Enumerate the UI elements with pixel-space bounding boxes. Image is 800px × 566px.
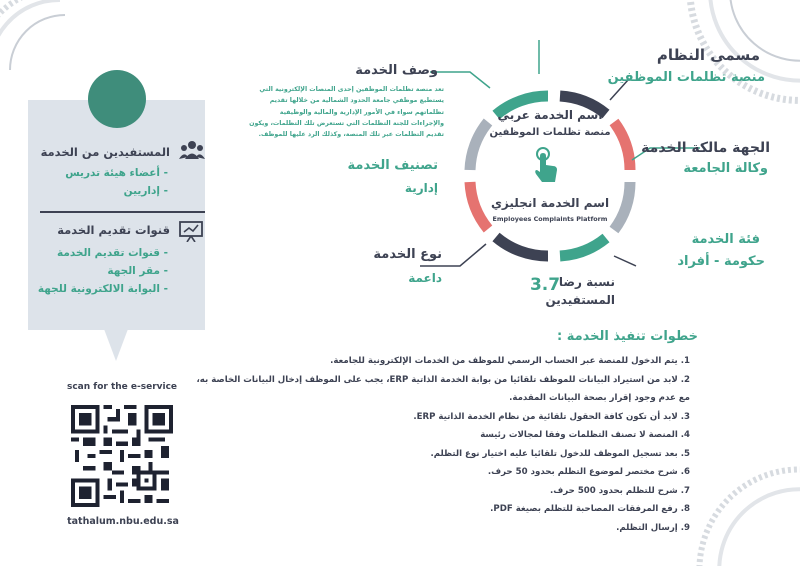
category-label: فئة الخدمة — [691, 232, 760, 247]
step-item: 1. يتم الدخول للمنصة عبر الحساب الرسمي للموظف من الخدمات الإلكترونية للجامعة. — [330, 356, 690, 366]
step-item: 3. لابد أن تكون كافة الحقول تلقائية من نظام الخدمة الذاتية ERP. — [413, 411, 690, 422]
step-item: 8. رفع المرفقات المصاحبة للتظلم بصيغة PDF. — [490, 504, 690, 514]
step-item: 7. شرح للتظلم بحدود 500 حرف. — [550, 485, 690, 496]
description-label: وصف الخدمة — [355, 63, 438, 78]
hand-tap-icon — [533, 146, 561, 186]
step-item: 5. بعد تسجيل الموظف للدخول تلقائيا عليه اختيار نوع التظلم. — [430, 448, 690, 459]
ring-segment-dark — [496, 237, 548, 256]
avatar — [88, 70, 146, 128]
steps-list — [130, 352, 690, 537]
owner-label: الجهة مالكة الخدمة — [641, 140, 770, 156]
owner-value: وكالة الجامعة — [683, 161, 768, 176]
category-value: حكومة - أفراد — [677, 254, 765, 269]
system-value: منصة تظلمات الموظفين — [607, 70, 765, 85]
step-item: 6. شرح مختصر لموضوع التظلم بحدود 50 حرف. — [487, 467, 690, 477]
step-item: 4. المنصة لا تصنف التظلمات وفقا لمجالات رئيسة — [480, 430, 690, 440]
service-type-value: داعمة — [408, 271, 442, 285]
satisfaction-label: المستفيدين — [545, 293, 615, 307]
service-name-ar: منصة تظلمات الموظفين — [489, 127, 611, 138]
info-panel-pointer — [104, 329, 128, 361]
beneficiary-item: - أعضاء هيئة تدريس — [65, 167, 168, 179]
classification-value: إدارية — [404, 181, 438, 195]
service-type-label: نوع الخدمة — [373, 247, 442, 262]
satisfaction-value: 3.7 — [529, 275, 561, 295]
panel-divider — [40, 211, 205, 213]
classification-label: تصنيف الخدمة — [347, 158, 438, 173]
description-text: تعد منصة تظلمات الموظفين إحدى المنصات الإلكترونية التي يستطيع موظفي جامعة الحدود الشمالية من خلالها تقديم تظلماتهم سواء في الأمور الإدارية والمالية والوظيفية والإجراءات للجنة التظلمات التي تستعرض تلك التظلمات، ويكون تقديم التظلمات عبر تلك المنصة، وكذلك الرد عليها للموظف. — [249, 86, 444, 139]
channel-item: - قنوات تقديم الخدمة — [56, 247, 168, 259]
presentation-board-icon — [179, 220, 203, 242]
service-url[interactable]: tathalum.nbu.edu.sa — [67, 516, 179, 527]
service-name-en: Employees Complaints Platform — [492, 215, 608, 223]
people-icon — [179, 140, 205, 160]
step-item: مع عدم وجود إقرار بصحة البيانات المقدمة. — [509, 393, 690, 403]
service-name-ar-label: اسم الخدمة عربي — [497, 108, 603, 122]
service-name-en-label: اسم الخدمة انجليزي — [490, 196, 610, 210]
channel-item: - البوابة الالكترونية للجهة — [37, 283, 168, 295]
scan-label: scan for the e-service — [66, 382, 178, 392]
beneficiary-item: - إداريين — [123, 185, 168, 197]
decorative-rings-bottom-right — [680, 460, 800, 566]
satisfaction-label: نسبة رضا — [558, 275, 615, 289]
steps-title: خطوات تنفيذ الخدمة : — [557, 329, 698, 344]
system-label: مسمى النظام — [656, 46, 760, 64]
ring-segment-green — [560, 238, 606, 256]
step-item: 9. إرسال التظلم. — [616, 522, 690, 533]
beneficiaries-title: المستفيدين من الخدمة — [40, 145, 170, 159]
channels-title: قنوات تقديم الخدمة — [57, 223, 170, 237]
info-panel — [28, 100, 205, 330]
step-item: 2. لابد من استيراد البيانات للموظف تلقائيا من بوابة الخدمة الذاتية ERP، يجب على الموظف إدخال البيانات الخاصة به، — [196, 374, 690, 385]
channel-item: - مقر الجهة — [107, 265, 168, 277]
